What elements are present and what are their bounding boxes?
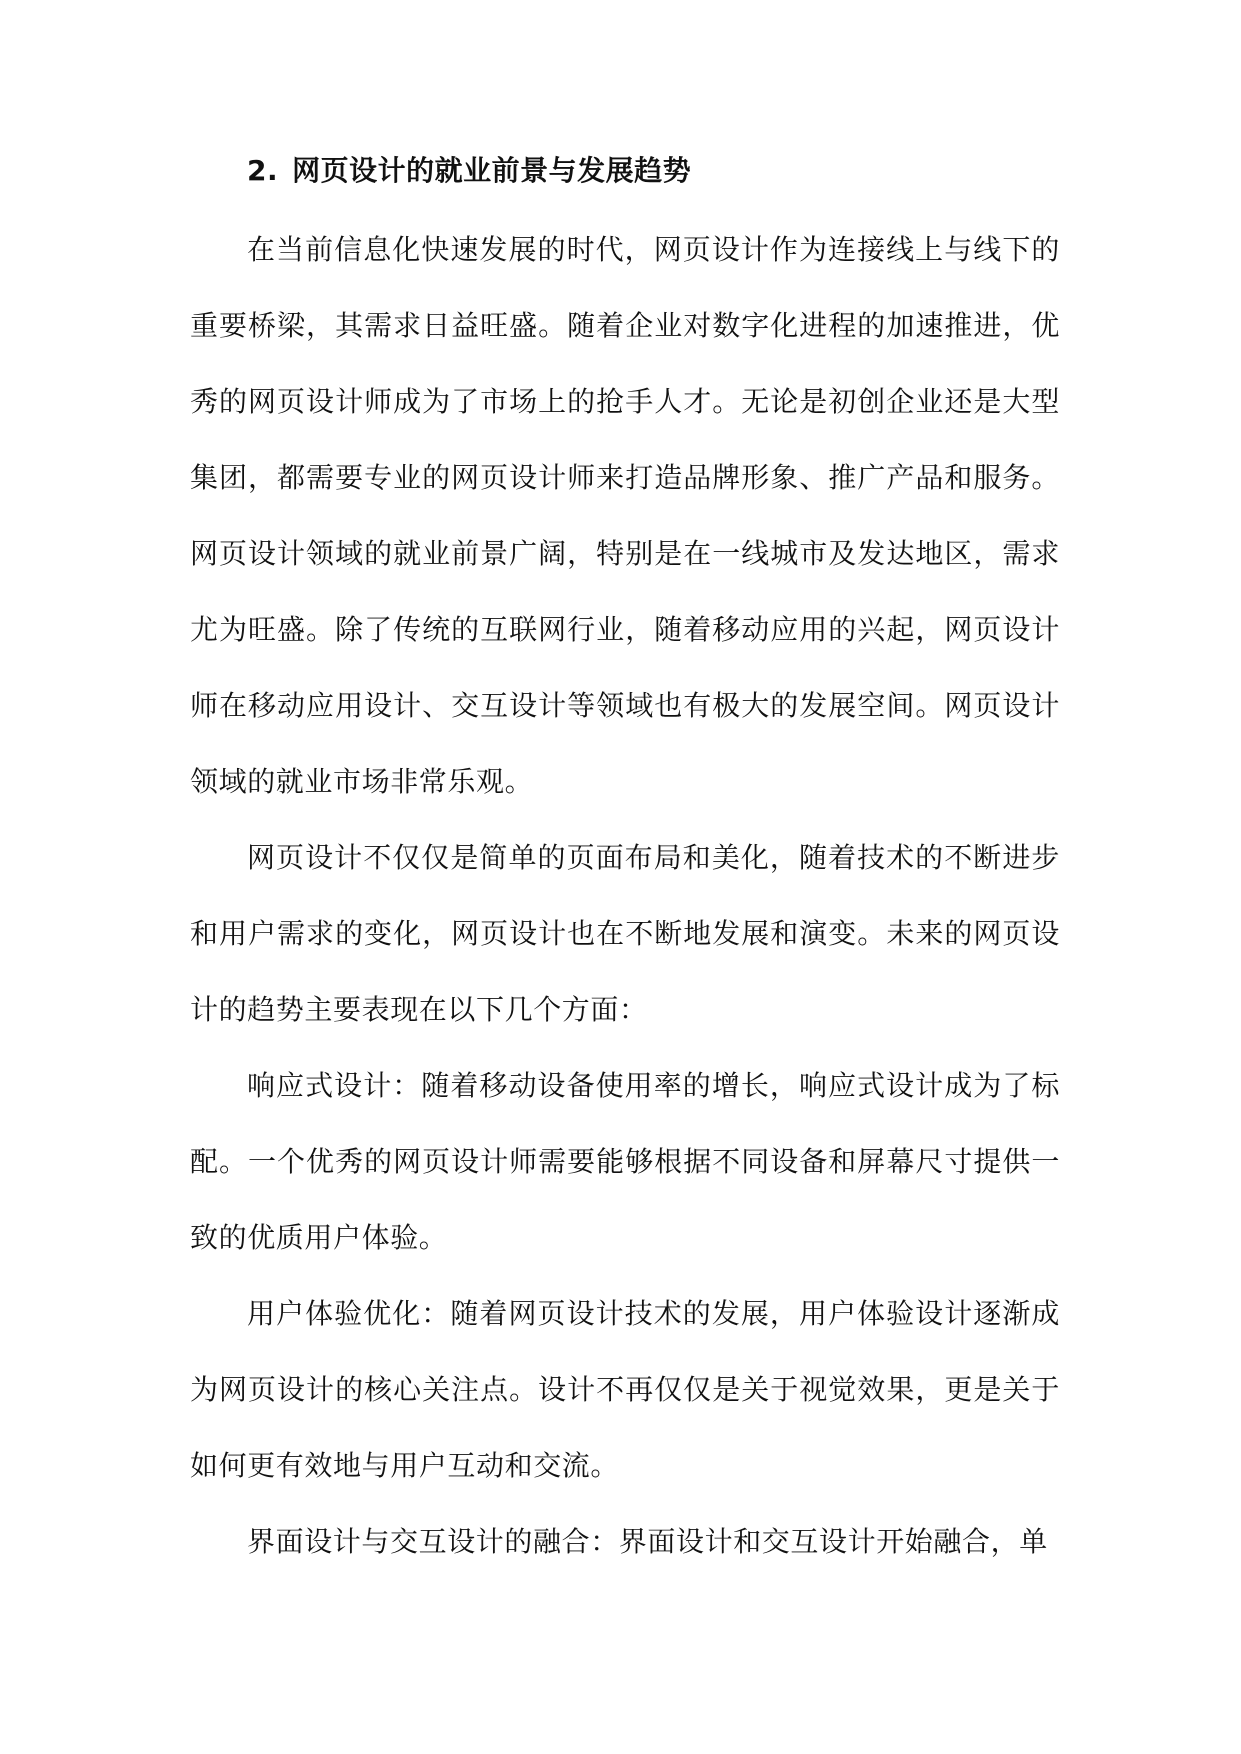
paragraph-ux-optimization: 用户体验优化：随着网页设计技术的发展，用户体验设计逐渐成为网页设计的核心关注点。设计不再仅仅是关于视觉效果，更是关于如何更有效地与用户互动和交流。 [190, 1297, 1060, 1482]
section-title: 网页设计的就业前景与发展趋势 [292, 154, 692, 187]
paragraph-employment-outlook: 在当前信息化快速发展的时代，网页设计作为连接线上与线下的重要桥梁，其需求日益旺盛。随着企业对数字化进程的加速推进，优秀的网页设计师成为了市场上的抢手人才。无论是初创企业还是大型集团，都需要专业的网页设计师来打造品牌形象、推广产品和服务。网页设计领域的就业前景广阔，特别是在一线城市及发达地区，需求尤为旺盛。除了传统的互联网行业，随着移动应用的兴起，网页设计师在移动应用设计、交互设计等领域也有极大的发展空间。网页设计领域的就业市场非常乐观。 [190, 233, 1060, 798]
document-body [190, 145, 1060, 1580]
paragraph-ui-ix-fusion: 界面设计与交互设计的融合：界面设计和交互设计开始融合，单 [247, 1525, 1048, 1558]
section-heading [247, 145, 1060, 197]
paragraph-responsive-design: 响应式设计：随着移动设备使用率的增长，响应式设计成为了标配。一个优秀的网页设计师需要能够根据不同设备和屏幕尺寸提供一致的优质用户体验。 [190, 1069, 1060, 1254]
paragraph-design-trends-intro: 网页设计不仅仅是简单的页面布局和美化，随着技术的不断进步和用户需求的变化，网页设计也在不断地发展和演变。未来的网页设计的趋势主要表现在以下几个方面： [190, 841, 1060, 1026]
section-number: 2. [247, 154, 279, 187]
